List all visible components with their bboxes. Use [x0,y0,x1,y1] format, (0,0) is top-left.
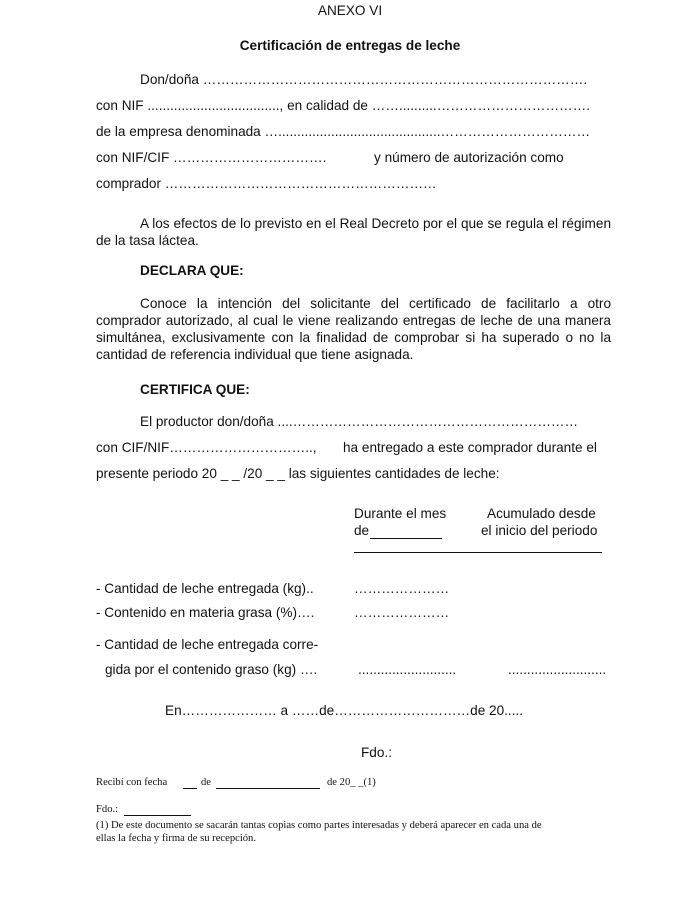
received-day-blank[interactable] [183,788,197,789]
comprador-field[interactable]: comprador …………………………………………………… [96,176,437,191]
document-title: Certificación de entregas de leche [239,38,461,53]
row-corregida-label-2: gida por el contenido graso (kg) …. [105,662,318,677]
row-corregida-value-acumulado[interactable]: .......................... [508,662,607,677]
row-corregida-value-mes[interactable]: .......................... [358,662,457,677]
footer-fdo: Fdo.: [96,804,119,815]
received-de-1: de [201,777,211,788]
row-materia-grasa-value[interactable]: ………………… [354,605,450,620]
authorization-text: y número de autorización como [374,150,564,165]
place-date-field[interactable]: En………………… a ……de…………………………de 20..... [165,703,524,718]
row-leche-entregada-label: - Cantidad de leche entregada (kg).. [96,581,314,596]
col-acumulado-header-2: el inicio del periodo [481,523,598,538]
cif-nif-field[interactable]: con CIF/NIF………………………….., [96,440,317,455]
footer-signature-blank[interactable] [124,815,191,816]
row-corregida-label-1: - Cantidad de leche entregada corre- [96,637,319,652]
table-header-rule [354,552,602,553]
footnote-line-2: ellas la fecha y firma de su recepción. [96,833,257,844]
signature-fdo: Fdo.: [361,745,392,760]
received-label: Recibí con fecha [96,777,168,788]
nif-cif-field[interactable]: con NIF/CIF ……………………………. [96,150,327,165]
col-mes-de: de [354,523,370,538]
received-year: de 20_ _(1) [327,777,376,788]
intro-paragraph: A los efectos de lo previsto en el Real Decreto por el que se regula el régimen de la tasa láctea. [96,216,611,248]
entregado-text: ha entregado a este comprador durante el [343,440,597,455]
empresa-field[interactable]: de la empresa denominada …...........................................…………………………… [96,124,591,139]
annex-number: ANEXO VI [317,3,383,18]
declara-heading: DECLARA QUE: [140,263,244,278]
don-dona-field[interactable]: Don/doña …………………………………………………………………………. [140,72,588,87]
certifica-heading: CERTIFICA QUE: [140,382,250,397]
received-month-blank[interactable] [216,788,320,789]
periodo-field[interactable]: presente periodo 20 _ _ /20 _ _ las siguientes cantidades de leche: [96,466,500,481]
productor-field[interactable]: El productor don/doña ....……………………………………………………… [140,414,579,429]
declara-paragraph: Conoce la intención del solicitante del certificado de facilitarlo a otro comprador autorizado, al cual le viene realizando entregas de leche de una manera simultánea, exclusivamente con la finalidad de comprobar si ha superado o no la cantidad de referencia individual que tiene asignada. [96,296,611,362]
nif-calidad-field[interactable]: con NIF ..................................., en calidad de ……..........……………………………. [96,98,591,113]
row-leche-entregada-value[interactable]: ………………… [354,581,450,596]
mes-blank-line[interactable] [370,538,442,539]
row-materia-grasa-label: - Contenido en materia grasa (%)…. [96,605,315,620]
col-acumulado-header: Acumulado desde [487,506,596,521]
footnote-line-1: (1) De este documento se sacarán tantas copias como partes interesadas y deberá aparecer en cada una de [96,820,542,831]
col-mes-header: Durante el mes [354,506,447,521]
